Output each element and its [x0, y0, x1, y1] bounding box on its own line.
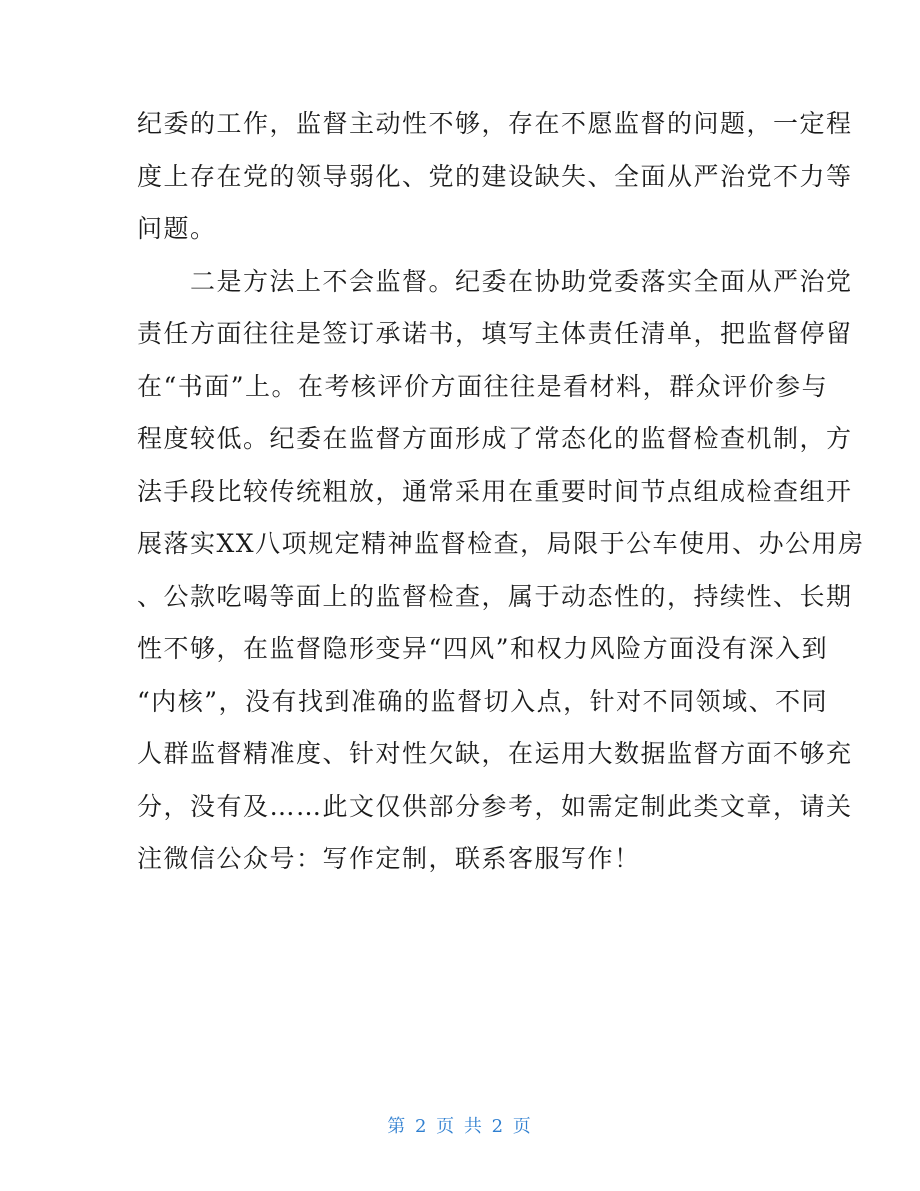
text-line: 程度较低。纪委在监督方面形成了常态化的监督检查机制，方 [137, 424, 853, 453]
text-line: 人群监督精准度、针对性欠缺，在运用大数据监督方面不够充 [137, 739, 853, 768]
text-line: “内核”，没有找到准确的监督切入点，针对不同领域、不同 [137, 686, 829, 716]
text-line: 问题。 [137, 214, 217, 243]
text-line: 纪委的工作，监督主动性不够，存在不愿监督的问题，一定程 [137, 109, 853, 138]
text-line: 注微信公众号：写作定制，联系客服写作！ [137, 844, 641, 873]
text-line: 分，没有及……此文仅供部分参考，如需定制此类文章，请关 [137, 791, 853, 821]
text-line: 二是方法上不会监督。纪委在协助党委落实全面从严治党 [137, 266, 853, 296]
text-line: 性不够，在监督隐形变异“四风”和权力风险方面没有深入到 [137, 634, 829, 663]
text-line: 责任方面往往是签订承诺书，填写主体责任清单，把监督停留 [137, 319, 853, 348]
text-line: 展落实XX八项规定精神监督检查，局限于公车使用、办公用房 [137, 529, 865, 558]
page-number: 第 2 页 共 2 页 [387, 1116, 533, 1137]
text-line: 度上存在党的领导弱化、党的建设缺失、全面从严治党不力等 [137, 161, 853, 191]
body-text [137, 98, 865, 886]
text-line: 、公款吃喝等面上的监督检查，属于动态性的，持续性、长期 [137, 581, 853, 611]
text-line: 在“书面”上。在考核评价方面往往是看材料，群众评价参与 [137, 371, 829, 401]
text-line: 法手段比较传统粗放，通常采用在重要时间节点组成检查组开 [137, 476, 853, 506]
